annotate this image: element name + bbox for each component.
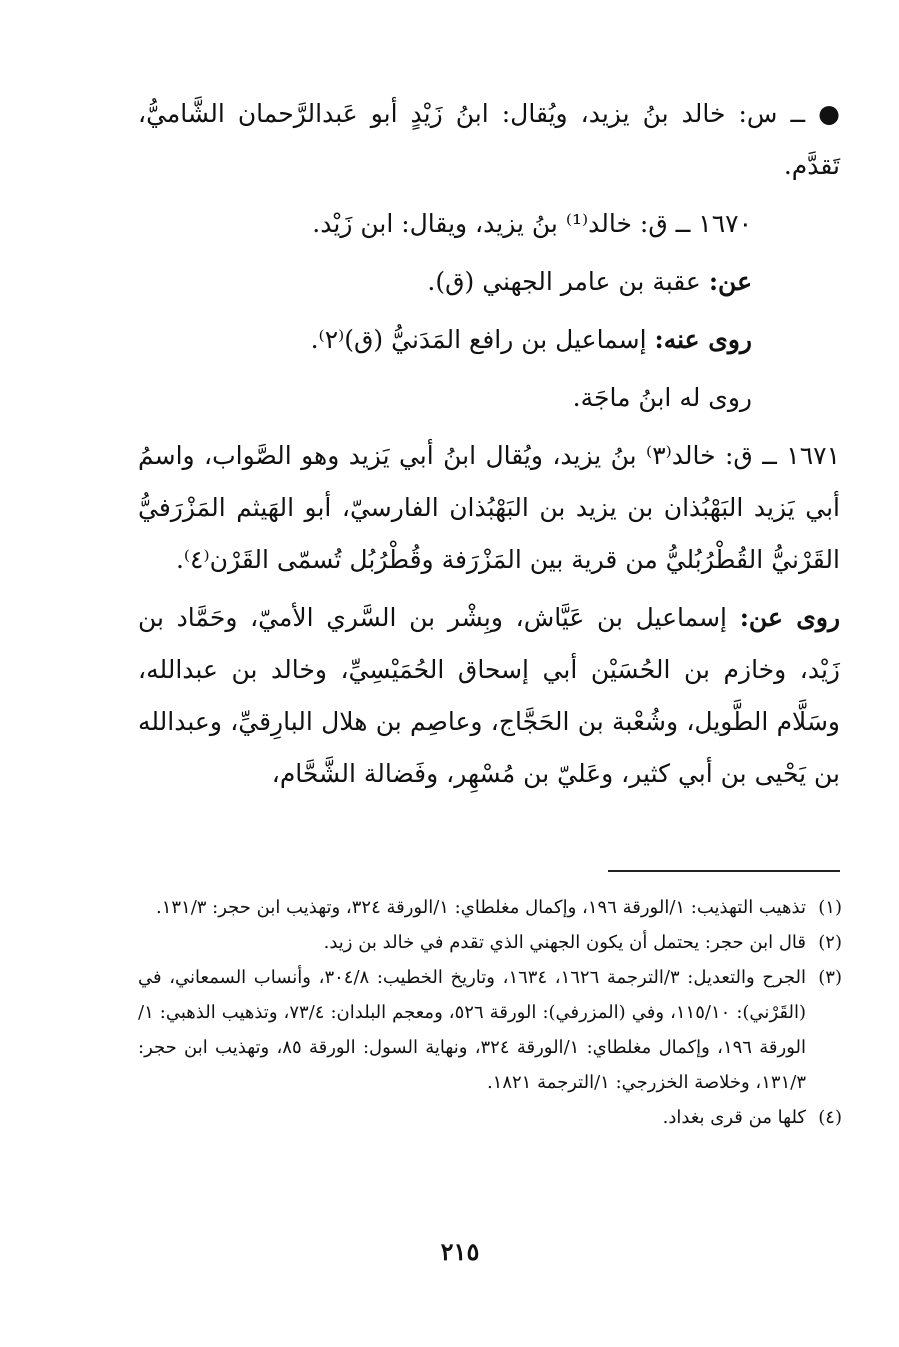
an-label: عن: xyxy=(708,267,752,296)
footnote-3 xyxy=(138,960,842,1100)
footnote-4 xyxy=(138,1100,842,1135)
footnote-text: قال ابن حجر: يحتمل أن يكون الجهني الذي تقدم في خالد بن زيد. xyxy=(323,932,806,953)
entry-cross-reference: ● ــ س: خالد بنُ يزيد، ويُقال: ابنُ زَيْدٍ أبو عَبدالرَّحمان الشَّاميُّ، تَقدَّم. xyxy=(138,99,840,180)
footnote-text: كلها من قرى بغداد. xyxy=(662,1107,806,1128)
entry-1670-heading: ١٦٧٠ ــ ق: خالد⁽¹⁾ بنُ يزيد، ويقال: ابن زَيْد. xyxy=(312,209,752,238)
rawa-an-text: إسماعيل بن عَيَّاش، وبِشْر بن السَّري الأميّ، وحَمَّاد بن زَيْد، وخازم بن الحُسَيْن أبي إسحاق الحُمَيْسِيِّ، وخالد بن عبدالله، وسَلَّام الطَّويل، وشُعْبة بن الحَجَّاج، وعاصِم بن هلال البارِقيِّ، وعبدالله بن يَحْيى بن أبي كثير، وعَليّ بن مُسْهِر، وفَضالة الشَّحَّام، xyxy=(138,603,840,788)
footnote-separator xyxy=(608,870,840,872)
an-text: عقبة بن عامر الجهني (ق). xyxy=(427,267,701,296)
footnote-1 xyxy=(138,890,842,925)
rawa-anhu-label: روى عنه: xyxy=(654,325,752,354)
entry-1671-rawa-an xyxy=(138,592,840,800)
rawa-an-label: روى عن: xyxy=(739,603,841,632)
footnote-text: تذهيب التهذيب: ١/الورقة ١٩٦، وإكمال مغلطاي: ١/الورقة ٣٢٤، وتهذيب ابن حجر: ١٣١/٣. xyxy=(155,897,806,918)
footnote-number: (٣) xyxy=(818,967,842,988)
rawa-anhu-text: إسماعيل بن رافع المَدَنيُّ (ق)⁽٢⁾. xyxy=(310,325,647,354)
footnote-2 xyxy=(138,925,842,960)
entry-1671-heading: ١٦٧١ ــ ق: خالد⁽٣⁾ بنُ يزيد، ويُقال ابنُ أبي يَزيد وهو الصَّواب، واسمُ أبي يَزيد البَهْبُذان بن يزيد بن البَهْبُذان الفارسيّ، أبو الهَيثم المَزْرَفيُّ القَرْنيُّ القُطْرُبُليُّ من قرية بين المَزْرَفة وقُطْرُبُل تُسمّى القَرْن⁽٤⁾. xyxy=(138,441,840,574)
footnote-number: (١) xyxy=(818,897,842,918)
page-number: ٢١٥ xyxy=(440,1237,480,1266)
footnotes xyxy=(138,890,842,1135)
footnote-number: (٤) xyxy=(818,1107,842,1128)
entry-1670-rawa-anhu xyxy=(138,314,840,366)
entry-1670-an xyxy=(138,256,840,308)
footnote-number: (٢) xyxy=(818,932,842,953)
main-text xyxy=(138,88,840,806)
entry-1670-rawa-lahu: روى له ابنُ ماجَة. xyxy=(572,383,752,412)
footnote-text: الجرح والتعديل: ٣/الترجمة ١٦٢٦، ١٦٣٤، وتاريخ الخطيب: ٣٠٤/٨، وأنساب السمعاني، في (القَرْني): ١١٥/١٠، وفي (المزرفي): الورقة ٥٢٦، ومعجم البلدان: ٧٣/٤، وتذهيب الذهبي: ١/الورقة ١٩٦، وإكمال مغلطاي: ١/الورقة ٣٢٤، ونهاية السول: الورقة ٨٥، وتهذيب ابن حجر: ١٣١/٣، وخلاصة الخزرجي: ١/الترجمة ١٨٢١. xyxy=(138,967,807,1093)
